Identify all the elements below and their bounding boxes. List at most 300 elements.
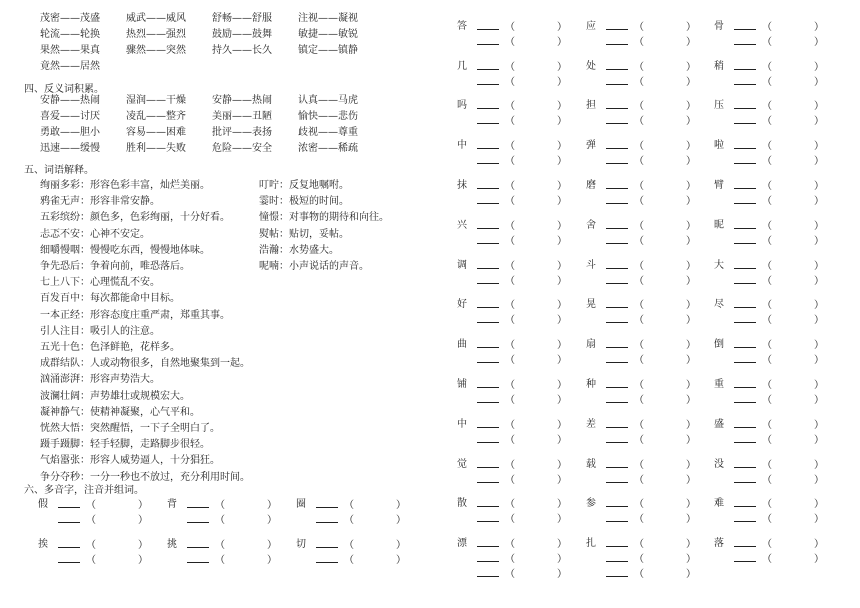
- word-parenthesis[interactable]: （ ）: [634, 460, 699, 471]
- pinyin-blank[interactable]: [734, 497, 756, 507]
- word-parenthesis[interactable]: （ ）: [762, 340, 827, 351]
- pinyin-blank-row: [477, 353, 570, 368]
- definition-item: 一本正经：形容态度庄重严肃，郑重其事。: [40, 309, 230, 321]
- pinyin-blank-row: [316, 513, 409, 528]
- pinyin-blank[interactable]: [477, 433, 499, 443]
- pinyin-blank-row: [734, 274, 827, 289]
- word-parenthesis[interactable]: （ ）: [762, 380, 827, 391]
- pinyin-blank-row: [58, 513, 151, 528]
- word-parenthesis[interactable]: （ ）: [634, 116, 699, 127]
- pinyin-blank-row: [606, 458, 699, 473]
- definition-item: 七上八下：心理慌乱不安。: [40, 277, 160, 289]
- pinyin-blank-row: [606, 418, 699, 433]
- pinyin-blank[interactable]: [734, 298, 756, 308]
- word-parenthesis[interactable]: （ ）: [505, 37, 570, 48]
- word-parenthesis[interactable]: （ ）: [762, 196, 827, 207]
- word-parenthesis[interactable]: （ ）: [762, 276, 827, 287]
- word-parenthesis[interactable]: （ ）: [505, 236, 570, 247]
- word-parenthesis[interactable]: （ ）: [505, 380, 570, 391]
- pinyin-blank[interactable]: [734, 99, 756, 109]
- pinyin-blank-row: [606, 179, 699, 194]
- pinyin-blank[interactable]: [734, 139, 756, 149]
- word-parenthesis[interactable]: （ ）: [762, 475, 827, 486]
- word-parenthesis[interactable]: （ ）: [634, 340, 699, 351]
- pinyin-blank[interactable]: [316, 513, 338, 523]
- pinyin-blank[interactable]: [477, 378, 499, 388]
- definition-item: 波澜壮阔：声势雄壮或规模宏大。: [40, 390, 190, 402]
- word-parenthesis[interactable]: （ ）: [215, 555, 280, 566]
- word-parenthesis[interactable]: （ ）: [634, 141, 699, 152]
- polyphone-char: 难: [714, 498, 724, 509]
- pinyin-blank[interactable]: [606, 537, 628, 547]
- pinyin-blank-row: [477, 473, 570, 488]
- pinyin-blank-row: [606, 512, 699, 527]
- pinyin-blank[interactable]: [734, 234, 756, 244]
- polyphone-char: 兴: [457, 220, 467, 231]
- pinyin-blank-row: [477, 35, 570, 50]
- pinyin-blank[interactable]: [477, 99, 499, 109]
- word-parenthesis[interactable]: （ ）: [762, 355, 827, 366]
- word-parenthesis[interactable]: （ ）: [634, 181, 699, 192]
- pinyin-blank[interactable]: [477, 179, 499, 189]
- pinyin-blank[interactable]: [606, 219, 628, 229]
- word-parenthesis[interactable]: （ ）: [634, 221, 699, 232]
- pinyin-blank-row: [477, 114, 570, 129]
- pinyin-blank-row: [606, 20, 699, 35]
- pinyin-blank[interactable]: [477, 234, 499, 244]
- pinyin-blank[interactable]: [606, 194, 628, 204]
- pinyin-blank-row: [606, 393, 699, 408]
- pinyin-blank[interactable]: [477, 313, 499, 323]
- pinyin-blank[interactable]: [477, 458, 499, 468]
- pinyin-blank[interactable]: [734, 552, 756, 562]
- word-parenthesis[interactable]: （ ）: [634, 514, 699, 525]
- word-parenthesis[interactable]: （ ）: [505, 221, 570, 232]
- word-parenthesis[interactable]: （ ）: [505, 300, 570, 311]
- word-parenthesis[interactable]: （ ）: [505, 181, 570, 192]
- polyphone-char: 倒: [714, 339, 724, 350]
- synonym-pair: 热烈——强烈: [126, 29, 186, 40]
- pinyin-blank[interactable]: [477, 35, 499, 45]
- word-parenthesis[interactable]: （ ）: [505, 475, 570, 486]
- pinyin-blank[interactable]: [477, 298, 499, 308]
- pinyin-blank-row: [606, 194, 699, 209]
- word-parenthesis[interactable]: （ ）: [634, 554, 699, 565]
- word-parenthesis[interactable]: （ ）: [762, 101, 827, 112]
- pinyin-blank-row: [187, 498, 280, 513]
- pinyin-blank[interactable]: [477, 567, 499, 577]
- word-parenthesis[interactable]: （ ）: [505, 569, 570, 580]
- pinyin-blank-row: [606, 378, 699, 393]
- pinyin-blank[interactable]: [187, 538, 209, 548]
- pinyin-blank-row: [187, 553, 280, 568]
- word-parenthesis[interactable]: （ ）: [762, 554, 827, 565]
- word-parenthesis[interactable]: （ ）: [505, 196, 570, 207]
- pinyin-blank[interactable]: [606, 20, 628, 30]
- pinyin-blank[interactable]: [734, 194, 756, 204]
- pinyin-blank[interactable]: [734, 75, 756, 85]
- definition-item: 恍然大悟：突然醒悟，一下子全明白了。: [40, 423, 220, 434]
- pinyin-blank[interactable]: [606, 114, 628, 124]
- pinyin-blank[interactable]: [606, 338, 628, 348]
- pinyin-blank[interactable]: [58, 553, 80, 563]
- word-parenthesis[interactable]: （ ）: [505, 315, 570, 326]
- polyphone-char: 压: [714, 100, 724, 111]
- word-parenthesis[interactable]: （ ）: [762, 77, 827, 88]
- word-parenthesis[interactable]: （ ）: [634, 569, 699, 580]
- word-parenthesis[interactable]: （ ）: [634, 539, 699, 550]
- pinyin-blank[interactable]: [477, 418, 499, 428]
- pinyin-blank[interactable]: [734, 114, 756, 124]
- word-parenthesis[interactable]: （ ）: [762, 221, 827, 232]
- word-parenthesis[interactable]: （ ）: [762, 141, 827, 152]
- polyphone-char: 没: [714, 459, 724, 470]
- polyphone-char: 啦: [714, 140, 724, 151]
- word-parenthesis[interactable]: （ ）: [762, 420, 827, 431]
- pinyin-blank[interactable]: [316, 498, 338, 508]
- pinyin-blank-row: [606, 35, 699, 50]
- word-parenthesis[interactable]: （ ）: [505, 420, 570, 431]
- pinyin-blank[interactable]: [477, 219, 499, 229]
- pinyin-blank[interactable]: [606, 99, 628, 109]
- word-parenthesis[interactable]: （ ）: [505, 276, 570, 287]
- pinyin-blank[interactable]: [606, 378, 628, 388]
- word-parenthesis[interactable]: （ ）: [762, 539, 827, 550]
- word-parenthesis[interactable]: （ ）: [634, 37, 699, 48]
- pinyin-blank-row: [606, 154, 699, 169]
- pinyin-blank-row: [606, 60, 699, 75]
- pinyin-blank-row: [734, 458, 827, 473]
- pinyin-blank[interactable]: [606, 418, 628, 428]
- pinyin-blank-row: [58, 498, 151, 513]
- word-parenthesis[interactable]: （ ）: [634, 380, 699, 391]
- pinyin-blank-row: [477, 393, 570, 408]
- pinyin-blank[interactable]: [734, 219, 756, 229]
- pinyin-blank[interactable]: [734, 179, 756, 189]
- pinyin-blank-row: [734, 313, 827, 328]
- pinyin-blank[interactable]: [734, 274, 756, 284]
- pinyin-blank-row: [477, 194, 570, 209]
- pinyin-blank-row: [477, 259, 570, 274]
- word-parenthesis[interactable]: （ ）: [505, 261, 570, 272]
- pinyin-blank-row: [477, 433, 570, 448]
- pinyin-blank-row: [606, 114, 699, 129]
- pinyin-blank-row: [606, 274, 699, 289]
- word-parenthesis[interactable]: （ ）: [634, 499, 699, 510]
- pinyin-blank-row: [606, 313, 699, 328]
- word-parenthesis[interactable]: （ ）: [762, 435, 827, 446]
- pinyin-blank-row: [477, 512, 570, 527]
- word-parenthesis[interactable]: （ ）: [762, 300, 827, 311]
- pinyin-blank-row: [606, 234, 699, 249]
- polyphone-char: 磨: [586, 180, 596, 191]
- pinyin-blank-row: [477, 274, 570, 289]
- pinyin-blank[interactable]: [58, 513, 80, 523]
- word-parenthesis[interactable]: （ ）: [762, 62, 827, 73]
- word-parenthesis[interactable]: （ ）: [762, 236, 827, 247]
- pinyin-blank[interactable]: [606, 75, 628, 85]
- pinyin-blank[interactable]: [187, 498, 209, 508]
- word-parenthesis[interactable]: （ ）: [634, 420, 699, 431]
- pinyin-blank[interactable]: [606, 259, 628, 269]
- word-parenthesis[interactable]: （ ）: [505, 514, 570, 525]
- polyphone-char: 假: [38, 499, 48, 510]
- word-parenthesis[interactable]: （ ）: [505, 395, 570, 406]
- polyphone-char: 舍: [586, 220, 596, 231]
- polyphone-char: 参: [586, 498, 596, 509]
- word-parenthesis[interactable]: （ ）: [634, 395, 699, 406]
- word-parenthesis[interactable]: （ ）: [634, 236, 699, 247]
- polyphone-char: 圈: [296, 499, 306, 510]
- pinyin-blank-row: [477, 418, 570, 433]
- polyphone-char: 种: [586, 379, 596, 390]
- pinyin-blank[interactable]: [58, 498, 80, 508]
- word-parenthesis[interactable]: （ ）: [86, 500, 151, 511]
- pinyin-blank[interactable]: [734, 20, 756, 30]
- word-parenthesis[interactable]: （ ）: [762, 499, 827, 510]
- pinyin-blank[interactable]: [606, 154, 628, 164]
- pinyin-blank[interactable]: [606, 567, 628, 577]
- word-parenthesis[interactable]: （ ）: [762, 460, 827, 471]
- pinyin-blank-row: [316, 553, 409, 568]
- word-parenthesis[interactable]: （ ）: [634, 435, 699, 446]
- pinyin-blank[interactable]: [606, 552, 628, 562]
- word-parenthesis[interactable]: （ ）: [505, 77, 570, 88]
- polyphone-char: 铺: [457, 379, 467, 390]
- word-parenthesis[interactable]: （ ）: [762, 514, 827, 525]
- antonym-pair: 美丽——丑陋: [212, 111, 272, 122]
- word-parenthesis[interactable]: （ ）: [215, 500, 280, 511]
- antonym-pair: 容易——困难: [126, 127, 186, 138]
- pinyin-blank-row: [734, 75, 827, 90]
- polyphone-char: 答: [457, 21, 467, 32]
- pinyin-blank[interactable]: [606, 473, 628, 483]
- pinyin-blank[interactable]: [477, 20, 499, 30]
- pinyin-blank[interactable]: [606, 353, 628, 363]
- antonym-pair: 胜利——失败: [126, 143, 186, 154]
- word-parenthesis[interactable]: （ ）: [634, 315, 699, 326]
- word-parenthesis[interactable]: （ ）: [505, 355, 570, 366]
- definition-item: 鸦雀无声：形容非常安静。: [40, 196, 160, 208]
- pinyin-blank[interactable]: [606, 35, 628, 45]
- pinyin-blank[interactable]: [477, 194, 499, 204]
- polyphone-char: 重: [714, 379, 724, 390]
- pinyin-blank-row: [477, 537, 570, 552]
- word-parenthesis[interactable]: （ ）: [634, 62, 699, 73]
- polyphone-char: 差: [586, 419, 596, 430]
- pinyin-blank[interactable]: [606, 433, 628, 443]
- word-parenthesis[interactable]: （ ）: [505, 554, 570, 565]
- pinyin-blank[interactable]: [734, 313, 756, 323]
- pinyin-blank-row: [606, 259, 699, 274]
- pinyin-blank-row: [477, 154, 570, 169]
- pinyin-blank[interactable]: [734, 154, 756, 164]
- polyphone-char: 抹: [457, 180, 467, 191]
- pinyin-blank[interactable]: [734, 418, 756, 428]
- word-parenthesis[interactable]: （ ）: [634, 300, 699, 311]
- pinyin-blank-row: [187, 513, 280, 528]
- pinyin-blank[interactable]: [187, 513, 209, 523]
- pinyin-blank-row: [606, 473, 699, 488]
- pinyin-blank[interactable]: [734, 433, 756, 443]
- antonym-pair: 危险——安全: [212, 143, 272, 154]
- word-parenthesis[interactable]: （ ）: [505, 340, 570, 351]
- word-parenthesis[interactable]: （ ）: [634, 196, 699, 207]
- pinyin-blank[interactable]: [606, 497, 628, 507]
- pinyin-blank[interactable]: [606, 234, 628, 244]
- word-parenthesis[interactable]: （ ）: [762, 37, 827, 48]
- word-parenthesis[interactable]: （ ）: [86, 515, 151, 526]
- pinyin-blank-row: [477, 139, 570, 154]
- word-parenthesis[interactable]: （ ）: [762, 181, 827, 192]
- pinyin-blank[interactable]: [477, 114, 499, 124]
- pinyin-blank[interactable]: [58, 538, 80, 548]
- pinyin-blank-row: [734, 473, 827, 488]
- word-parenthesis[interactable]: （ ）: [634, 22, 699, 33]
- word-parenthesis[interactable]: （ ）: [634, 355, 699, 366]
- pinyin-blank-row: [606, 298, 699, 313]
- antonym-pair: 迅速——缓慢: [40, 143, 100, 154]
- word-parenthesis[interactable]: （ ）: [634, 101, 699, 112]
- word-parenthesis[interactable]: （ ）: [505, 499, 570, 510]
- word-parenthesis[interactable]: （ ）: [634, 276, 699, 287]
- pinyin-blank[interactable]: [734, 512, 756, 522]
- word-parenthesis[interactable]: （ ）: [762, 261, 827, 272]
- pinyin-blank-row: [606, 497, 699, 512]
- word-parenthesis[interactable]: （ ）: [505, 156, 570, 167]
- word-parenthesis[interactable]: （ ）: [762, 116, 827, 127]
- pinyin-blank[interactable]: [477, 512, 499, 522]
- synonym-pair: 竟然——居然: [40, 61, 100, 72]
- word-parenthesis[interactable]: （ ）: [505, 539, 570, 550]
- word-parenthesis[interactable]: （ ）: [762, 156, 827, 167]
- pinyin-blank[interactable]: [606, 179, 628, 189]
- pinyin-blank-row: [734, 99, 827, 114]
- word-parenthesis[interactable]: （ ）: [86, 555, 151, 566]
- pinyin-blank[interactable]: [606, 393, 628, 403]
- word-parenthesis[interactable]: （ ）: [86, 540, 151, 551]
- polyphone-char: 调: [457, 260, 467, 271]
- pinyin-blank[interactable]: [477, 75, 499, 85]
- synonym-pair: 威武——威风: [126, 13, 186, 24]
- word-parenthesis[interactable]: （ ）: [505, 460, 570, 471]
- pinyin-blank[interactable]: [734, 537, 756, 547]
- pinyin-blank[interactable]: [606, 274, 628, 284]
- word-parenthesis[interactable]: （ ）: [505, 116, 570, 127]
- synonym-pair: 持久——长久: [212, 45, 272, 56]
- word-parenthesis[interactable]: （ ）: [634, 475, 699, 486]
- word-parenthesis[interactable]: （ ）: [634, 156, 699, 167]
- word-parenthesis[interactable]: （ ）: [634, 261, 699, 272]
- word-parenthesis[interactable]: （ ）: [344, 500, 409, 511]
- pinyin-blank-row: [606, 338, 699, 353]
- word-parenthesis[interactable]: （ ）: [505, 141, 570, 152]
- pinyin-blank[interactable]: [316, 553, 338, 563]
- pinyin-blank-row: [477, 378, 570, 393]
- pinyin-blank[interactable]: [477, 393, 499, 403]
- word-parenthesis[interactable]: （ ）: [505, 435, 570, 446]
- word-parenthesis[interactable]: （ ）: [505, 62, 570, 73]
- pinyin-blank-row: [734, 20, 827, 35]
- pinyin-blank[interactable]: [606, 60, 628, 70]
- pinyin-blank-row: [734, 234, 827, 249]
- pinyin-blank[interactable]: [606, 139, 628, 149]
- definition-item: 憧憬：对事物的期待和向往。: [259, 212, 389, 224]
- polyphone-char: 中: [457, 419, 467, 430]
- word-parenthesis[interactable]: （ ）: [505, 101, 570, 112]
- pinyin-blank-row: [477, 458, 570, 473]
- pinyin-blank[interactable]: [734, 353, 756, 363]
- pinyin-blank[interactable]: [606, 458, 628, 468]
- pinyin-blank[interactable]: [477, 259, 499, 269]
- pinyin-blank-row: [734, 537, 827, 552]
- definition-item: 百发百中：每次都能命中目标。: [40, 293, 180, 305]
- polyphone-char: 臂: [714, 180, 724, 191]
- pinyin-blank[interactable]: [477, 537, 499, 547]
- pinyin-blank[interactable]: [477, 274, 499, 284]
- word-parenthesis[interactable]: （ ）: [344, 555, 409, 566]
- pinyin-blank[interactable]: [606, 298, 628, 308]
- pinyin-blank[interactable]: [734, 338, 756, 348]
- synonym-pair: 镇定——镇静: [298, 45, 358, 56]
- pinyin-blank-row: [606, 99, 699, 114]
- pinyin-blank[interactable]: [606, 512, 628, 522]
- definition-item: 呢喃：小声说话的声音。: [259, 261, 369, 272]
- pinyin-blank-row: [606, 567, 699, 582]
- pinyin-blank[interactable]: [734, 458, 756, 468]
- polyphone-char: 扇: [586, 339, 596, 350]
- pinyin-blank[interactable]: [316, 538, 338, 548]
- pinyin-blank-row: [734, 219, 827, 234]
- pinyin-blank[interactable]: [477, 338, 499, 348]
- word-parenthesis[interactable]: （ ）: [762, 22, 827, 33]
- pinyin-blank[interactable]: [734, 393, 756, 403]
- pinyin-blank[interactable]: [734, 259, 756, 269]
- pinyin-blank-row: [477, 179, 570, 194]
- pinyin-blank[interactable]: [477, 60, 499, 70]
- pinyin-blank-row: [734, 552, 827, 567]
- pinyin-blank[interactable]: [477, 473, 499, 483]
- pinyin-blank[interactable]: [477, 552, 499, 562]
- word-parenthesis[interactable]: （ ）: [215, 540, 280, 551]
- pinyin-blank[interactable]: [734, 473, 756, 483]
- pinyin-blank-row: [477, 219, 570, 234]
- word-parenthesis[interactable]: （ ）: [215, 515, 280, 526]
- pinyin-blank[interactable]: [734, 378, 756, 388]
- synonym-pair: 敏捷——敏锐: [298, 29, 358, 40]
- word-parenthesis[interactable]: （ ）: [344, 540, 409, 551]
- word-parenthesis[interactable]: （ ）: [762, 395, 827, 406]
- definition-item: 霎时：极短的时间。: [259, 196, 349, 208]
- word-parenthesis[interactable]: （ ）: [344, 515, 409, 526]
- pinyin-blank[interactable]: [477, 139, 499, 149]
- pinyin-blank-row: [477, 60, 570, 75]
- pinyin-blank[interactable]: [477, 154, 499, 164]
- pinyin-blank[interactable]: [477, 353, 499, 363]
- pinyin-blank[interactable]: [187, 553, 209, 563]
- word-parenthesis[interactable]: （ ）: [634, 77, 699, 88]
- pinyin-blank[interactable]: [477, 497, 499, 507]
- pinyin-blank-row: [734, 114, 827, 129]
- polyphone-char: 盛: [714, 419, 724, 430]
- pinyin-blank[interactable]: [606, 313, 628, 323]
- pinyin-blank[interactable]: [734, 60, 756, 70]
- word-parenthesis[interactable]: （ ）: [762, 315, 827, 326]
- pinyin-blank-row: [477, 20, 570, 35]
- pinyin-blank[interactable]: [734, 35, 756, 45]
- word-parenthesis[interactable]: （ ）: [505, 22, 570, 33]
- polyphone-char: 背: [167, 499, 177, 510]
